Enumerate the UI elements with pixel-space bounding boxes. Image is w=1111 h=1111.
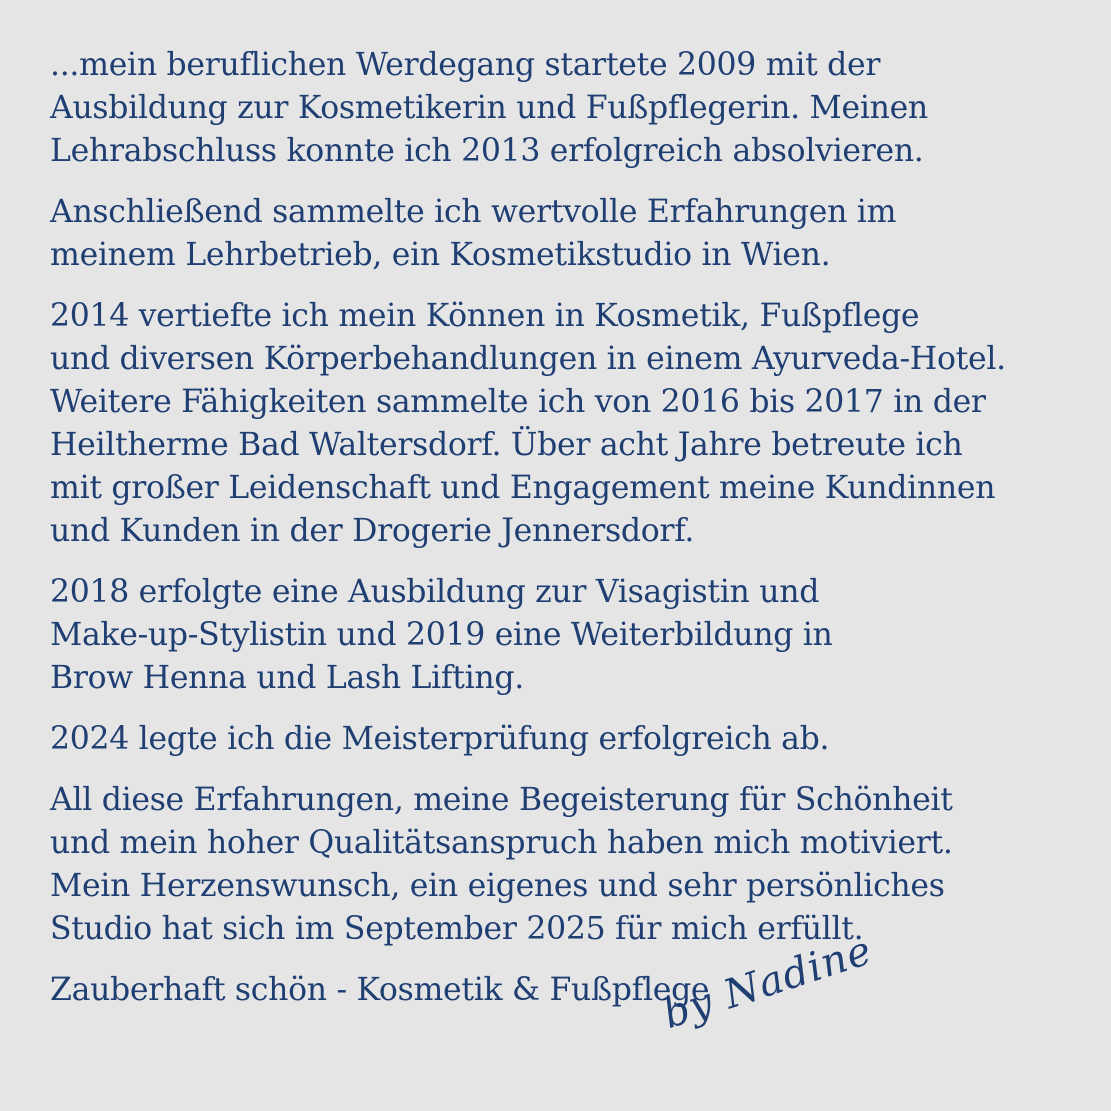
text-line: mit großer Leidenschaft und Engagement meine Kundinnen	[50, 470, 996, 506]
bio-paragraph	[50, 44, 1071, 173]
text-line: All diese Erfahrungen, meine Begeisterung für Schönheit	[50, 782, 953, 818]
text-line: Anschließend sammelte ich wertvolle Erfahrungen im	[50, 194, 897, 230]
text-line: und mein hoher Qualitätsanspruch haben mich motiviert.	[50, 825, 953, 861]
text-line: Lehrabschluss konnte ich 2013 erfolgreich absolvieren.	[50, 133, 924, 169]
text-line: Heiltherme Bad Waltersdorf. Über acht Jahre betreute ich	[50, 427, 963, 463]
text-line: 2014 vertiefte ich mein Können in Kosmetik, Fußpflege	[50, 298, 920, 334]
text-line: Ausbildung zur Kosmetikerin und Fußpflegerin. Meinen	[50, 90, 928, 126]
studio-name: Zauberhaft schön - Kosmetik & Fußpflege	[50, 972, 710, 1008]
text-line: und Kunden in der Drogerie Jennersdorf.	[50, 513, 695, 549]
text-line: Make-up-Stylistin und 2019 eine Weiterbildung in	[50, 617, 833, 653]
text-line: 2018 erfolgte eine Ausbildung zur Visagistin und	[50, 574, 820, 610]
bio-paragraph	[50, 718, 1071, 761]
bio-text	[50, 44, 1071, 951]
text-line: Studio hat sich im September 2025 für mich erfüllt.	[50, 911, 864, 947]
bio-paragraph	[50, 571, 1071, 700]
text-line: 2024 legte ich die Meisterprüfung erfolgreich ab.	[50, 721, 830, 757]
bio-paragraph	[50, 191, 1071, 277]
text-line: ...mein beruflichen Werdegang startete 2009 mit der	[50, 47, 881, 83]
text-line: Brow Henna und Lash Lifting.	[50, 660, 524, 696]
byline-signature: by Nadine	[657, 927, 878, 1039]
bio-paragraph	[50, 295, 1071, 553]
text-line: meinem Lehrbetrieb, ein Kosmetikstudio in Wien.	[50, 237, 831, 273]
bio-paragraph	[50, 779, 1071, 951]
text-line: Mein Herzenswunsch, ein eigenes und sehr persönliches	[50, 868, 945, 904]
text-line: Weitere Fähigkeiten sammelte ich von 2016 bis 2017 in der	[50, 384, 986, 420]
text-line: und diversen Körperbehandlungen in einem Ayurveda-Hotel.	[50, 341, 1006, 377]
